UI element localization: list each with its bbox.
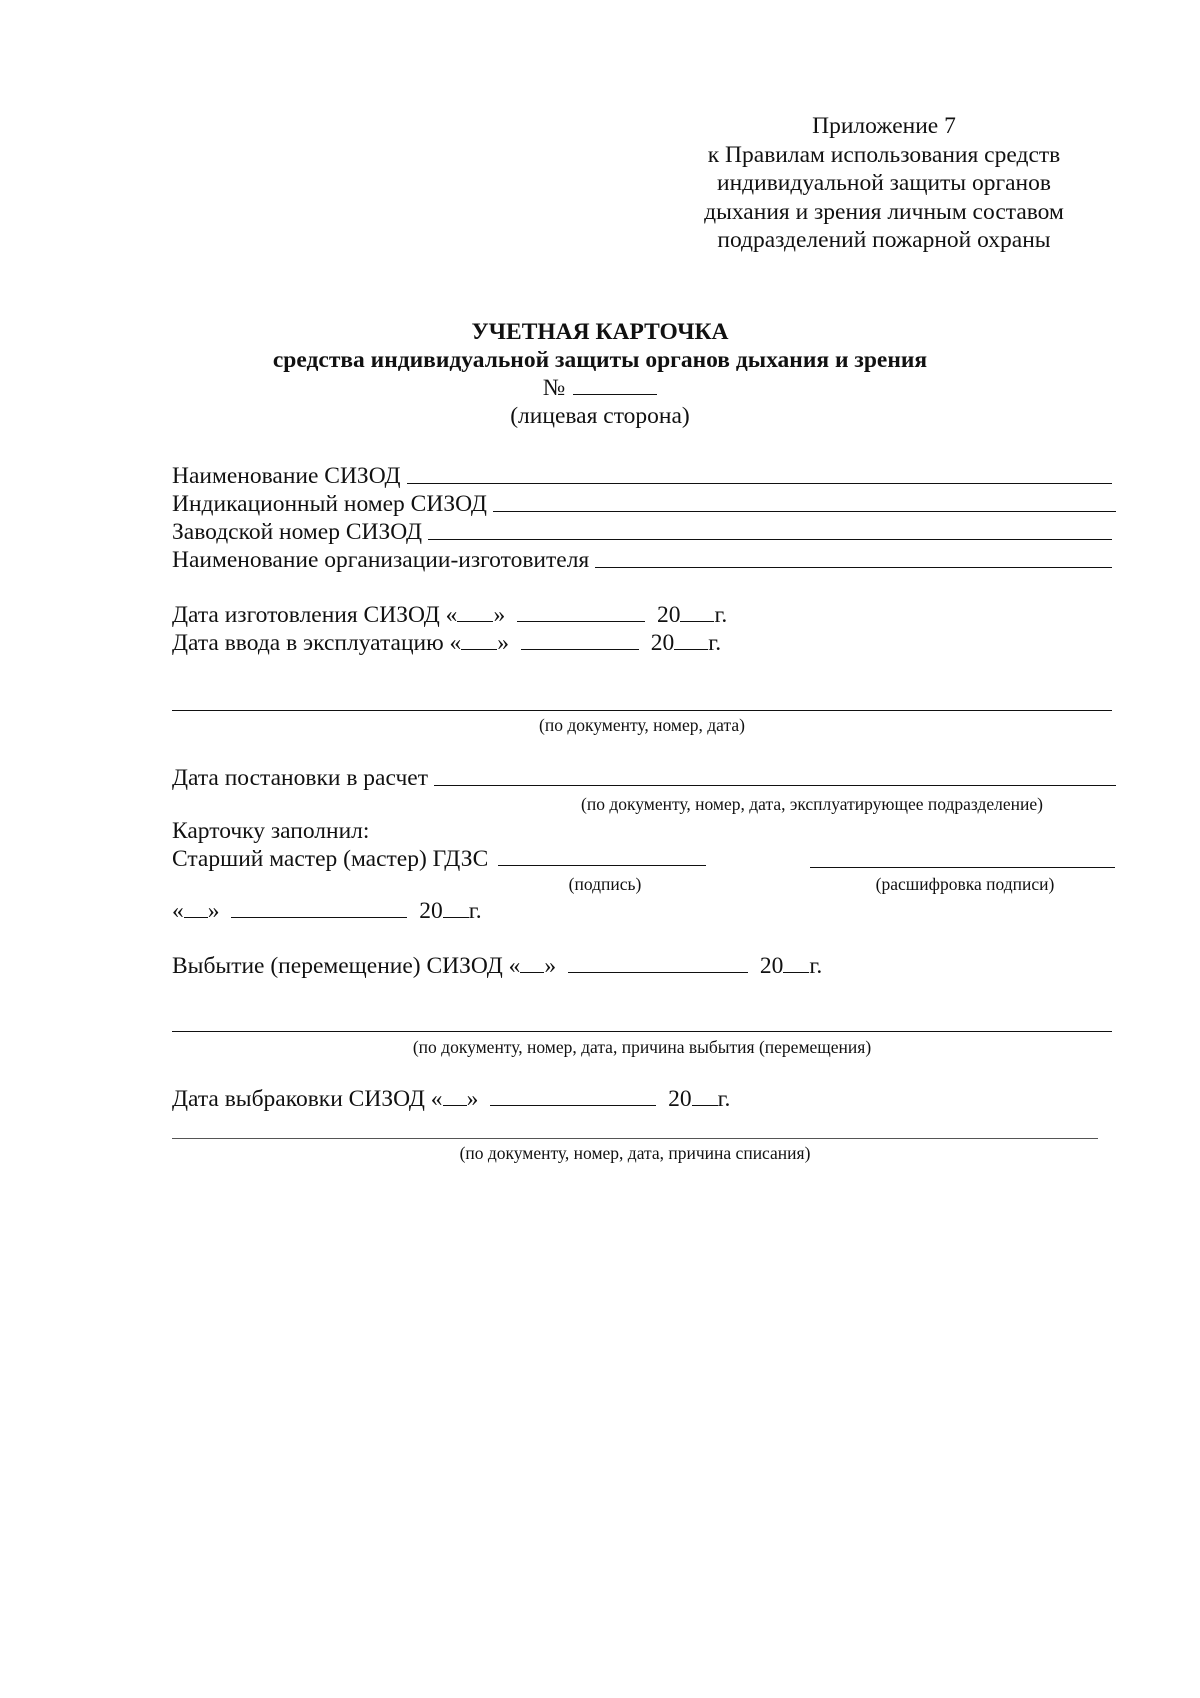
rejection-month-blank[interactable] (490, 1087, 656, 1106)
appendix-line-3: индивидуальной защиты органов (717, 170, 1051, 196)
field-name-blank[interactable] (407, 483, 1112, 484)
appendix-line-2: к Правилам использования средств (707, 141, 1061, 168)
year-suffix: г. (468, 898, 482, 924)
caption-reason-move: (по документу, номер, дата, причина выбытия (перемещения) (412, 1037, 872, 1057)
filled-date-row (172, 897, 482, 925)
filled-month-blank[interactable] (231, 899, 407, 918)
commission-year-blank[interactable] (674, 631, 708, 650)
rejection-document-blank[interactable] (172, 1138, 1098, 1139)
caption-by-document: (по документу, номер, дата) (539, 715, 745, 735)
field-manufacturer-label: Наименование организации-изготовителя (172, 547, 590, 573)
commission-date-row (172, 629, 721, 657)
field-factory-number-blank[interactable] (428, 539, 1112, 540)
appendix-line-5: подразделений пожарной охраны (717, 227, 1051, 253)
number-label: № (542, 375, 566, 401)
close-quote: » (207, 898, 220, 924)
commission-month-blank[interactable] (521, 631, 639, 650)
number-blank[interactable] (573, 374, 657, 395)
close-quote: » (493, 602, 506, 628)
year-suffix: г. (809, 953, 823, 979)
open-quote: « (172, 898, 184, 924)
caption-reason-write-off: (по документу, номер, дата, причина списания) (459, 1143, 811, 1163)
manufacture-date-label: Дата изготовления СИЗОД « (172, 602, 458, 628)
field-indication-number-label: Индикационный номер СИЗОД (172, 491, 487, 517)
disposal-label: Выбытие (перемещение) СИЗОД « (172, 953, 521, 979)
appendix-header (674, 112, 1094, 255)
filled-by-position-row (172, 845, 706, 873)
registration-blank[interactable] (434, 785, 1116, 786)
field-name (172, 462, 1112, 490)
disposal-month-blank[interactable] (568, 954, 748, 973)
appendix-line-1: Приложение 7 (812, 113, 956, 139)
registration-label: Дата постановки в расчет (172, 765, 428, 791)
filled-by-position: Старший мастер (мастер) ГДЗС (172, 846, 489, 872)
side-label: (лицевая сторона) (510, 403, 690, 429)
document-subtitle: средства индивидуальной защиты органов дыхания и зрения (272, 347, 928, 373)
field-factory-number-label: Заводской номер СИЗОД (172, 519, 423, 545)
field-factory-number (172, 518, 1112, 546)
close-quote: » (544, 953, 557, 979)
commission-date-label: Дата ввода в эксплуатацию « (172, 630, 462, 656)
year-suffix: г. (714, 602, 728, 628)
commission-day-blank[interactable] (461, 631, 497, 650)
disposal-document-blank[interactable] (172, 1031, 1112, 1032)
rejection-day-blank[interactable] (443, 1087, 467, 1106)
caption-signature: (подпись) (568, 874, 642, 894)
year-prefix: 20 (759, 953, 784, 979)
caption-by-document-unit: (по документу, номер, дата, эксплуатирующее подразделение) (581, 794, 1043, 814)
field-manufacturer-blank[interactable] (595, 567, 1112, 568)
filled-day-blank[interactable] (184, 899, 208, 918)
close-quote: » (497, 630, 510, 656)
field-indication-number-blank[interactable] (493, 511, 1116, 512)
signature-blank[interactable] (498, 847, 706, 866)
document-title: УЧЕТНАЯ КАРТОЧКА (471, 319, 729, 345)
disposal-year-blank[interactable] (783, 954, 809, 973)
signature-decode-blank[interactable] (810, 867, 1115, 868)
manufacture-year-blank[interactable] (680, 603, 714, 622)
rejection-row (172, 1085, 730, 1113)
manufacture-date-row (172, 601, 727, 629)
year-prefix: 20 (656, 602, 681, 628)
disposal-row (172, 952, 822, 980)
disposal-day-blank[interactable] (520, 954, 544, 973)
caption-signature-decode: (расшифровка подписи) (875, 874, 1055, 894)
card-number (0, 374, 1200, 401)
manufacture-month-blank[interactable] (517, 603, 645, 622)
year-prefix: 20 (419, 898, 443, 924)
field-indication-number (172, 490, 1116, 518)
close-quote: » (466, 1086, 479, 1112)
rejection-label: Дата выбраковки СИЗОД « (172, 1086, 443, 1112)
filled-year-blank[interactable] (443, 899, 469, 918)
filled-by-label: Карточку заполнил: (172, 818, 370, 844)
appendix-line-4: дыхания и зрения личным составом (704, 198, 1064, 225)
title-block (0, 318, 1200, 431)
year-suffix: г. (708, 630, 722, 656)
year-prefix: 20 (668, 1086, 692, 1112)
year-prefix: 20 (650, 630, 675, 656)
registration-row (172, 764, 1116, 792)
manufacture-day-blank[interactable] (457, 603, 493, 622)
rejection-year-blank[interactable] (692, 1087, 718, 1106)
field-name-label: Наименование СИЗОД (172, 463, 401, 489)
document-blank-line[interactable] (172, 710, 1112, 711)
field-manufacturer (172, 546, 1112, 574)
year-suffix: г. (717, 1086, 731, 1112)
